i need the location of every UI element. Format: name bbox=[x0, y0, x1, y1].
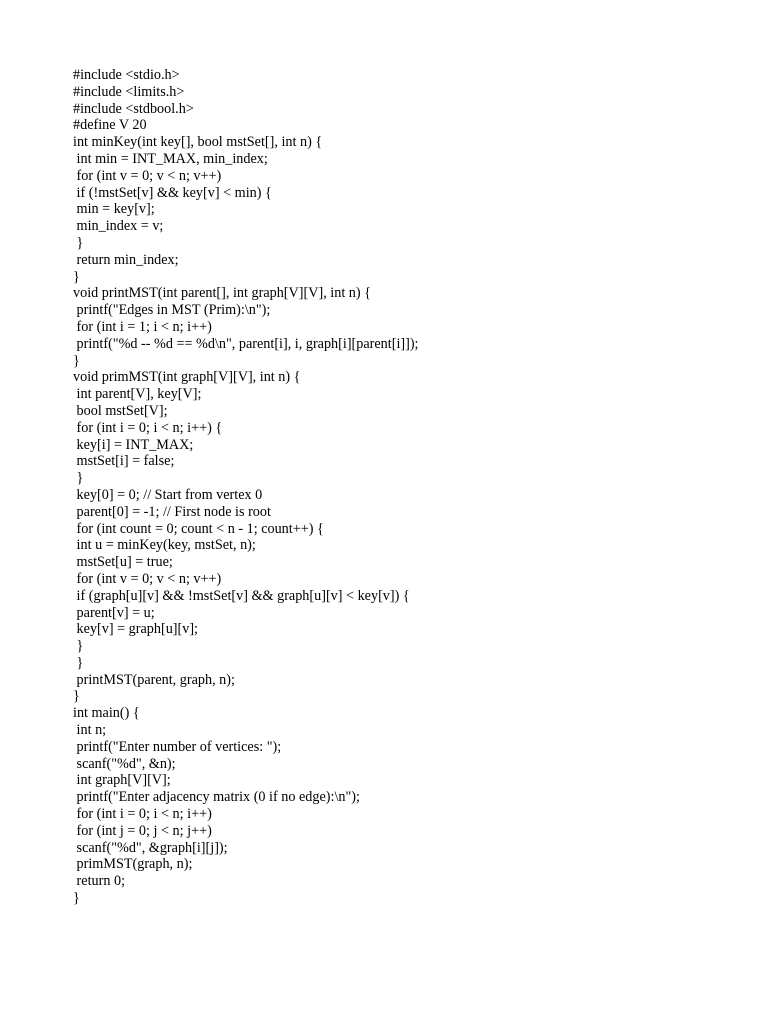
code-line: for (int i = 1; i < n; i++) bbox=[73, 318, 212, 335]
code-line: } bbox=[73, 654, 84, 671]
code-line: printf("Enter number of vertices: "); bbox=[73, 738, 282, 755]
code-line: int n; bbox=[73, 722, 107, 739]
code-line: printf("%d -- %d == %d\n", parent[i], i, graph[i][parent[i]]); bbox=[73, 335, 419, 352]
code-line: int u = minKey(key, mstSet, n); bbox=[73, 537, 256, 554]
code-line: } bbox=[73, 470, 84, 487]
code-line: printf("Enter adjacency matrix (0 if no edge):\n"); bbox=[73, 789, 360, 806]
code-line: return 0; bbox=[73, 873, 126, 890]
code-line: #include <stdbool.h> bbox=[73, 100, 194, 117]
code-line: min_index = v; bbox=[73, 218, 164, 235]
code-line: mstSet[i] = false; bbox=[73, 453, 175, 470]
code-line: } bbox=[73, 638, 84, 655]
code-line: if (graph[u][v] && !mstSet[v] && graph[u][v] < key[v]) { bbox=[73, 587, 410, 604]
code-line: scanf("%d", &graph[i][j]); bbox=[73, 839, 228, 856]
code-line: int graph[V][V]; bbox=[73, 772, 171, 789]
code-line: } bbox=[73, 688, 80, 705]
code-line: int main() { bbox=[73, 705, 140, 722]
code-line: printMST(parent, graph, n); bbox=[73, 671, 235, 688]
code-line: #include <stdio.h> bbox=[73, 67, 180, 83]
code-line: mstSet[u] = true; bbox=[73, 554, 173, 571]
code-line: void primMST(int graph[V][V], int n) { bbox=[73, 369, 301, 386]
code-line: } bbox=[73, 268, 80, 285]
code-line: return min_index; bbox=[73, 251, 179, 268]
code-line: } bbox=[73, 352, 80, 369]
code-line: min = key[v]; bbox=[73, 201, 155, 218]
code-line: for (int i = 0; i < n; i++) bbox=[73, 806, 212, 823]
code-line: scanf("%d", &n); bbox=[73, 755, 176, 772]
code-line: int parent[V], key[V]; bbox=[73, 386, 202, 403]
code-line: printf("Edges in MST (Prim):\n"); bbox=[73, 302, 271, 319]
code-line: key[i] = INT_MAX; bbox=[73, 436, 194, 453]
code-line: parent[v] = u; bbox=[73, 604, 155, 621]
code-line: void printMST(int parent[], int graph[V][V], int n) { bbox=[73, 285, 371, 302]
code-line: key[v] = graph[u][v]; bbox=[73, 621, 198, 638]
code-line: int min = INT_MAX, min_index; bbox=[73, 150, 268, 167]
code-line: if (!mstSet[v] && key[v] < min) { bbox=[73, 184, 272, 201]
code-line: bool mstSet[V]; bbox=[73, 402, 168, 419]
code-line: for (int j = 0; j < n; j++) bbox=[73, 822, 212, 839]
code-line: key[0] = 0; // Start from vertex 0 bbox=[73, 486, 263, 503]
code-line: parent[0] = -1; // First node is root bbox=[73, 503, 271, 520]
code-line: for (int i = 0; i < n; i++) { bbox=[73, 419, 223, 436]
code-line: int minKey(int key[], bool mstSet[], int n) { bbox=[73, 134, 323, 151]
code-line: #define V 20 bbox=[73, 117, 147, 134]
code-line: } bbox=[73, 890, 80, 907]
code-line: #include <limits.h> bbox=[73, 83, 185, 100]
code-line: for (int count = 0; count < n - 1; count++) { bbox=[73, 520, 324, 537]
code-line: primMST(graph, n); bbox=[73, 856, 193, 873]
code-line: } bbox=[73, 234, 84, 251]
code-line: for (int v = 0; v < n; v++) bbox=[73, 167, 222, 184]
code-listing bbox=[73, 67, 419, 907]
code-line: for (int v = 0; v < n; v++) bbox=[73, 570, 222, 587]
